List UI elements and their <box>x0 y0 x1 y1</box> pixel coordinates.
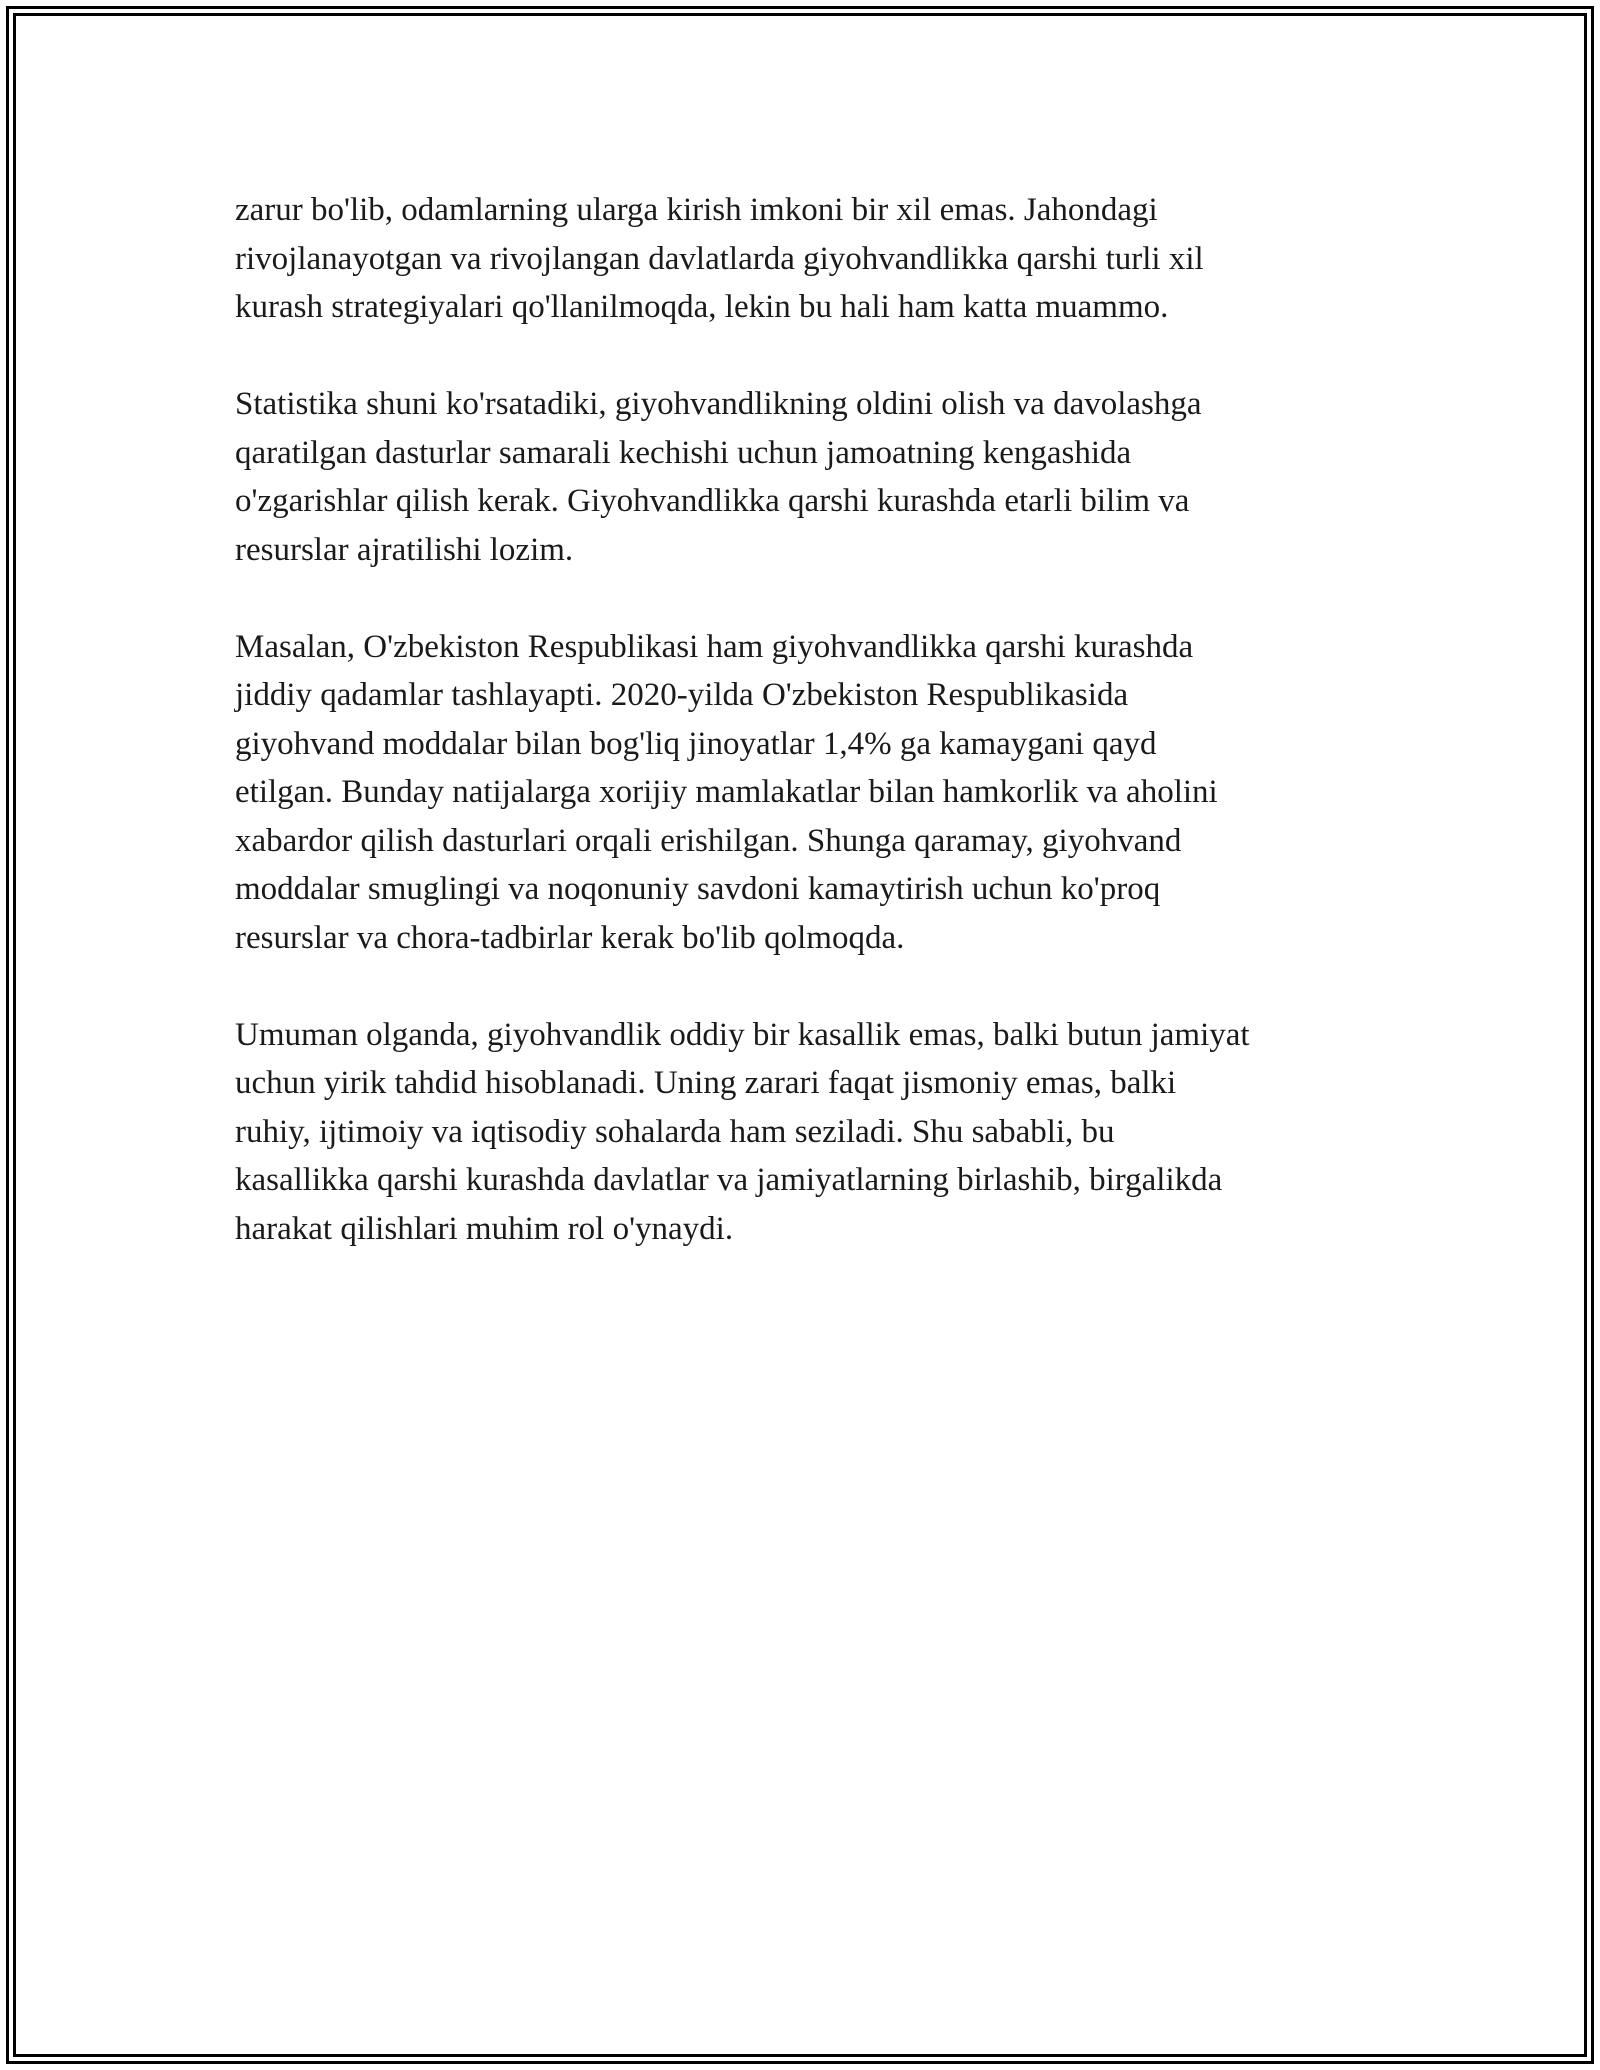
paragraph-3: Masalan, O'zbekiston Respublikasi ham giyohvandlikka qarshi kurashda jiddiy qadamlar tashlayapti. 2020-yilda O'zbekiston Respublikasida giyohvand moddalar bilan bog'liq jinoyatlar 1,4% ga kamaygani qayd etilgan. Bunday natijalarga xorijiy mamlakatlar bilan hamkorlik va aholini xabardor qilish dasturlari orqali erishilgan. Shunga qaramay, giyohvand moddalar smuglingi va noqonuniy savdoni kamaytirish uchun ko'proq resurslar va chora-tadbirlar kerak bo'lib qolmoqda. <box>235 628 1218 956</box>
document-body <box>235 186 1385 1302</box>
paragraph-1: zarur bo'lib, odamlarning ularga kirish imkoni bir xil emas. Jahondagi rivojlanayotgan va rivojlangan davlatlarda giyohvandlikka qarshi turli xil kurash strategiyalari qo'llanilmoqda, lekin bu hali ham katta muammo. <box>235 192 1204 325</box>
paragraph-2: Statistika shuni ko'rsatadiki, giyohvandlikning oldini olish va davolashga qaratilgan dasturlar samarali kechishi uchun jamoatning kengashida o'zgarishlar qilish kerak. Giyohvandlikka qarshi kurashda etarli bilim va resurslar ajratilishi lozim. <box>235 386 1202 568</box>
paragraph-4: Umuman olganda, giyohvandlik oddiy bir kasallik emas, balki butun jamiyat uchun yirik tahdid hisoblanadi. Uning zarari faqat jismoniy emas, balki ruhiy, ijtimoiy va iqtisodiy sohalarda ham seziladi. Shu sababli, bu kasallikka qarshi kurashda davlatlar va jamiyatlarning birlashib, birgalikda harakat qilishlari muhim rol o'ynaydi. <box>235 1016 1250 1247</box>
